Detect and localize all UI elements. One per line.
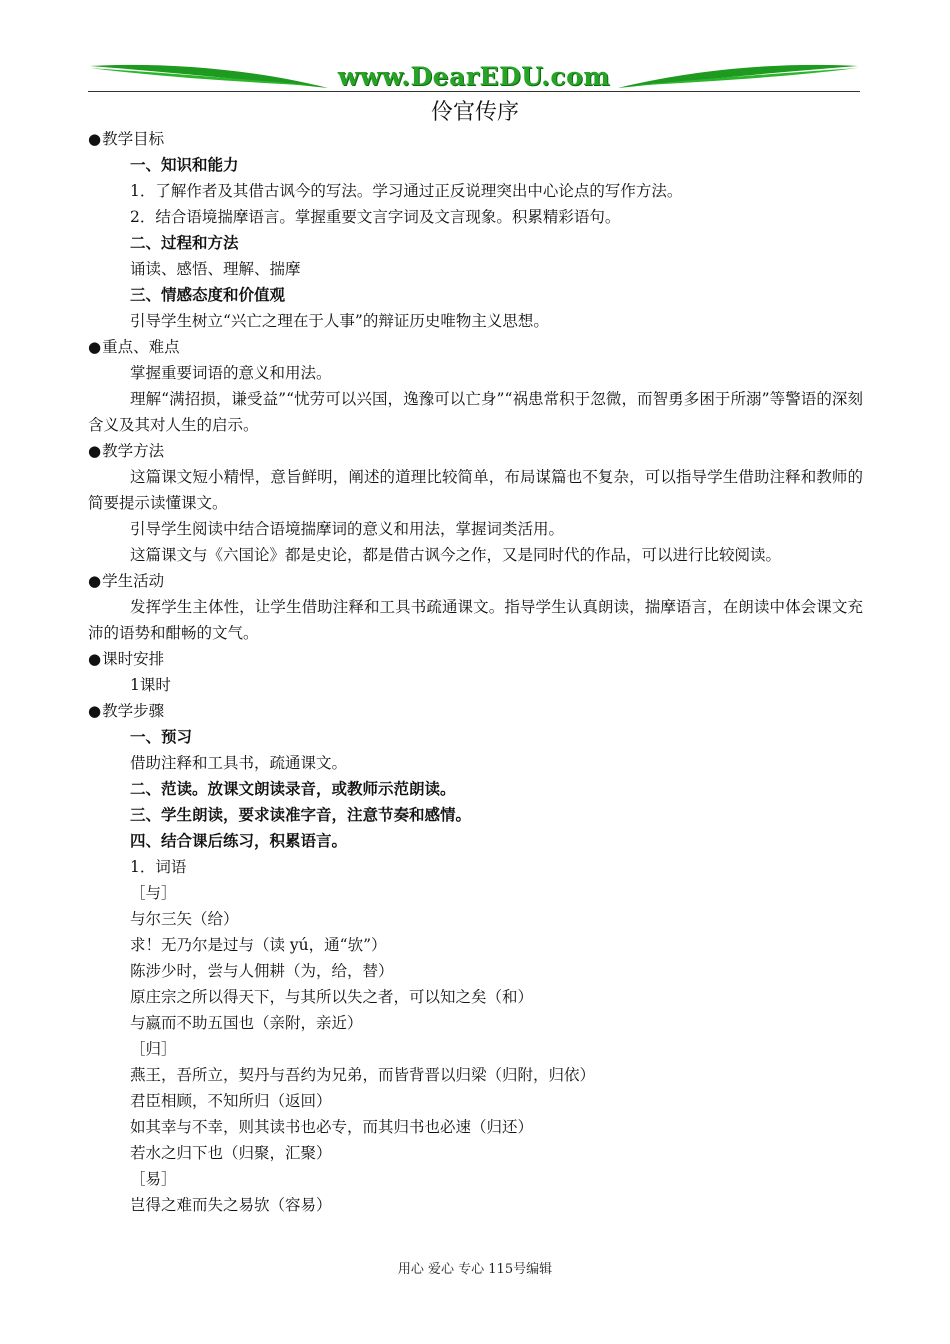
goal-item: 1．了解作者及其借古讽今的写法。学习通过正反说理突出中心论点的写作方法。: [130, 182, 683, 200]
vocab-line: ［归］: [130, 1040, 177, 1058]
vocab-line: 求！无乃尔是过与（读 yú，通“欤”）: [130, 936, 387, 954]
focus-paragraph: 理解“满招损，谦受益”“忧劳可以兴国，逸豫可以亡身”“祸患常积于忽微，而智勇多困于所溺”等警语的深刻含义及其对人生的启示。: [88, 390, 863, 434]
page-footer: 用心 爱心 专心 115号编辑: [397, 1262, 553, 1277]
method-paragraph: 这篇课文短小精悍，意旨鲜明，阐述的道理比较简单，布局谋篇也不复杂，可以指导学生借助注释和教师的简要提示读懂课文。: [88, 468, 863, 512]
section-heading-steps: ● 教学步骤: [88, 698, 863, 724]
step-item: 借助注释和工具书，疏通课文。: [130, 754, 348, 772]
step-heading: 三、学生朗读，要求读准字音，注意节奏和感情。: [130, 805, 472, 824]
method-paragraph: 引导学生阅读中结合语境揣摩词的意义和用法，掌握词类活用。: [130, 520, 565, 538]
site-header: [88, 58, 860, 98]
vocab-line: 燕王，吾所立，契丹与吾约为兄弟，而皆背晋以归梁（归附，归依）: [130, 1066, 596, 1084]
step-heading: 一、预习: [130, 727, 193, 746]
section-heading-focus: ● 重点、难点: [88, 334, 863, 360]
vocab-line: 与尔三矢（给）: [130, 910, 239, 928]
vocab-line: 与嬴而不助五国也（亲附，亲近）: [130, 1014, 363, 1032]
section-heading-activity: ● 学生活动: [88, 568, 863, 594]
vocab-line: ［易］: [130, 1170, 177, 1188]
schedule-item: 1课时: [130, 676, 171, 694]
goal-item: 2．结合语境揣摩语言。掌握重要文言字词及文言现象。积累精彩语句。: [130, 208, 621, 226]
vocab-line: 如其幸与不幸，则其读书也必专，而其归书也必速（归还）: [130, 1118, 534, 1136]
goal-item: 引导学生树立“兴亡之理在于人事”的辩证历史唯物主义思想。: [130, 312, 549, 330]
subheading-process: 二、过程和方法: [130, 233, 239, 252]
activity-paragraph: 发挥学生主体性，让学生借助注释和工具书疏通课文。指导学生认真朗读，揣摩语言，在朗读中体会课文充沛的语势和酣畅的文气。: [88, 598, 863, 642]
page-title: 伶官传序: [430, 100, 519, 125]
vocab-line: ［与］: [130, 884, 177, 902]
subheading-values: 三、情感态度和价值观: [130, 285, 286, 304]
step-heading: 四、结合课后练习，积累语言。: [130, 831, 348, 850]
vocab-line: 岂得之难而失之易欤（容易）: [130, 1196, 332, 1214]
vocab-line: 君臣相顾，不知所归（返回）: [130, 1092, 332, 1110]
document-body: [88, 126, 863, 1218]
section-heading-method: ● 教学方法: [88, 438, 863, 464]
vocab-title: 1．词语: [130, 858, 187, 876]
header-rule: [88, 91, 860, 92]
focus-item: 掌握重要词语的意义和用法。: [130, 364, 332, 382]
section-heading-schedule: ● 课时安排: [88, 646, 863, 672]
method-paragraph: 这篇课文与《六国论》都是史论，都是借古讽今之作，又是同时代的作品，可以进行比较阅读。: [130, 546, 782, 564]
vocab-line: 陈涉少时，尝与人佣耕（为，给，替）: [130, 962, 394, 980]
step-heading: 二、范读。放课文朗读录音，或教师示范朗读。: [130, 779, 456, 798]
site-logo[interactable]: www.DearEDU.com: [337, 62, 611, 91]
vocab-line: 原庄宗之所以得天下，与其所以失之者，可以知之矣（和）: [130, 988, 534, 1006]
vocab-line: 若水之归下也（归聚，汇聚）: [130, 1144, 332, 1162]
goal-item: 诵读、感悟、理解、揣摩: [130, 260, 301, 278]
subheading-knowledge: 一、知识和能力: [130, 155, 239, 174]
section-heading-goals: ● 教学目标: [88, 126, 863, 152]
